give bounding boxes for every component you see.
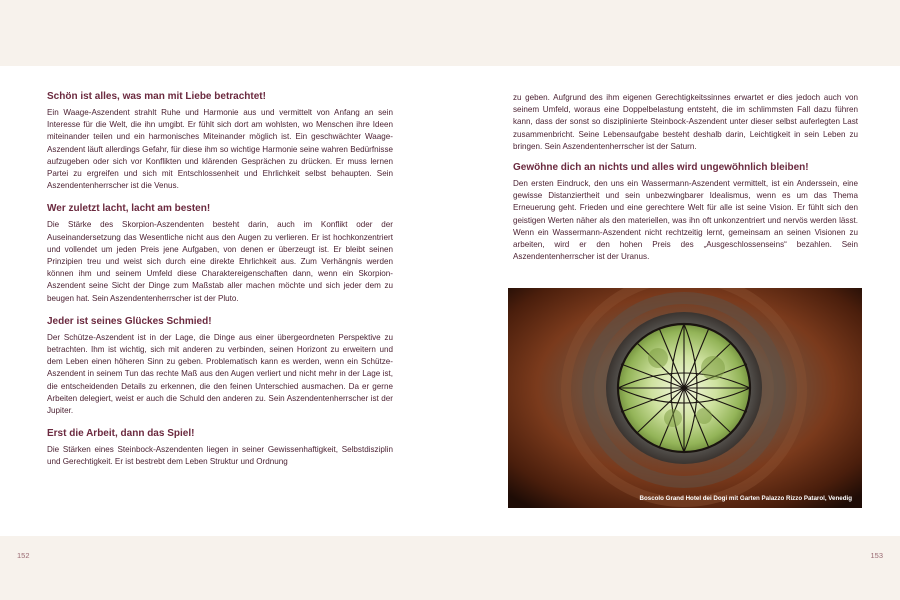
section-heading: Schön ist alles, was man mit Liebe betrachtet!	[47, 91, 266, 102]
tower-window-photo	[508, 288, 862, 508]
right-page-column	[513, 92, 858, 271]
section-text: Der Schütze-Aszendent ist in der Lage, die Dinge aus einer übergeordneten Perspektive zu betrachten. Ihm ist wichtig, sich mit anderen zu verbinden, seinen Horizont zu erweitern und dem Leben einen höheren Sinn zu geben. Problematisch kann es werden, wenn ein Schütze-Aszendent in seinem Tun das rechte Maß aus den Augen verliert und nicht mehr in der Lage ist, die entscheidenden Details zu erkennen, die den feinen Unterschied ausmachen. Da er gerne Arbeiten delegiert, weist er auch die Schuld den anderen zu. Sein Aszendentenherrscher ist der Jupiter.	[47, 332, 393, 416]
section-text: Die Stärke des Skorpion-Aszendenten besteht darin, auch im Konflikt oder der Auseinandersetzung das Wesentliche nicht aus den Augen zu verlieren. Er ist hochkonzentriert und vollendet um jeden Preis jene Aufgaben, von denen er überzeugt ist. Er bleibt seinen Prinzipien treu und weist sich durch eine direkte Ehrlichkeit aus. Zum Verhängnis werden können ihm und seinem Umfeld diese Charaktereigenschaften dann, wenn ein Skorpion-Aszendent seine Sicht der Dinge zum Maßstab aller machen möchte und sich jeder dem zu beugen hat. Sein Aszendentenherrscher ist der Pluto.	[47, 220, 393, 303]
section-skorpion	[47, 202, 393, 304]
section-waage	[47, 90, 393, 192]
page-number-left: 152	[17, 551, 30, 560]
photo-caption: Boscolo Grand Hotel dei Dogi mit Garten Palazzo Rizzo Patarol, Venedig	[639, 495, 852, 502]
window-grille	[618, 324, 750, 452]
photo-illustration	[508, 288, 862, 508]
section-text: Ein Waage-Aszendent strahlt Ruhe und Harmonie aus und vermittelt von Anfang an sein Interesse für die Welt, die ihn umgibt. Er fühlt sich dort am wohlsten, wo Menschen ihre Ideen miteinander teilen und ein harmonisches Miteinander möglich ist. Ein geschwächter Waage-Aszendent läuft allerdings Gefahr, für diese ihm so wichtige Harmonie seine wahren Bedürfnisse aufzugeben oder sich vor Konflikten und klärenden Gesprächen zu drücken. Er muss lernen Partei zu ergreifen und sich mit Entschlossenheit und Ehrlichkeit selbst behaupten. Sein Aszendentenherrscher ist die Venus.	[47, 108, 393, 191]
left-page-column	[47, 90, 393, 479]
section-heading: Erst die Arbeit, dann das Spiel!	[47, 428, 195, 440]
section-heading: Jeder ist seines Glückes Schmied!	[47, 315, 212, 327]
page-number-right: 153	[870, 551, 883, 560]
section-schuetze	[47, 315, 393, 417]
section-text: Die Stärken eines Steinbock-Aszendenten liegen in seiner Gewissenhaftigkeit, Selbstdisziplin und Gerechtigkeit. Er ist bestrebt dem Leben Struktur und Ordnung	[47, 445, 393, 467]
section-text: Den ersten Eindruck, den uns ein Wassermann-Aszendent vermittelt, ist ein Anderssein, eine gewisse Distanziertheit und sein unbezwingbarer Idealismus, wenn es um das Thema Erneuerung geht. Frieden und eine gerechtere Welt für alle ist seine Vision. Er fühlt sich den geistigen Werten näher als den materiellen, was ihn oft unkonzentriert und nervös werden lässt. Wenn ein Wassermann-Aszendent nicht rechtzeitig lernt, gemeinsam an seinen Visionen zu arbeiten, wird er den hohen Preis des „Ausgeschlossenseins“ bezahlen. Sein Aszendentenherrscher ist der Uranus.	[513, 179, 858, 262]
section-heading: Gewöhne dich an nichts und alles wird ungewöhnlich bleiben!	[513, 162, 809, 174]
section-steinbock	[47, 427, 393, 468]
bottom-margin-band	[0, 536, 900, 600]
top-margin-band	[0, 0, 900, 66]
section-wassermann	[513, 161, 858, 263]
section-heading: Wer zuletzt lacht, lacht am besten!	[47, 203, 211, 215]
continued-text: zu geben. Aufgrund des ihm eigenen Gerechtigkeitssinnes erwartet er dies jedoch auch von seinem Umfeld, woraus eine Doppelbelastung entsteht, die im schlimmsten Fall dazu führen kann, dass der sonst so disziplinierte Steinbock-Aszendent unter dieser selbst auferlegten Last zusammenbricht. Seine Lebensaufgabe besteht deshalb darin, Leichtigkeit in sein Leben zu bringen. Sein Aszendentenherrscher ist der Saturn.	[513, 93, 858, 151]
